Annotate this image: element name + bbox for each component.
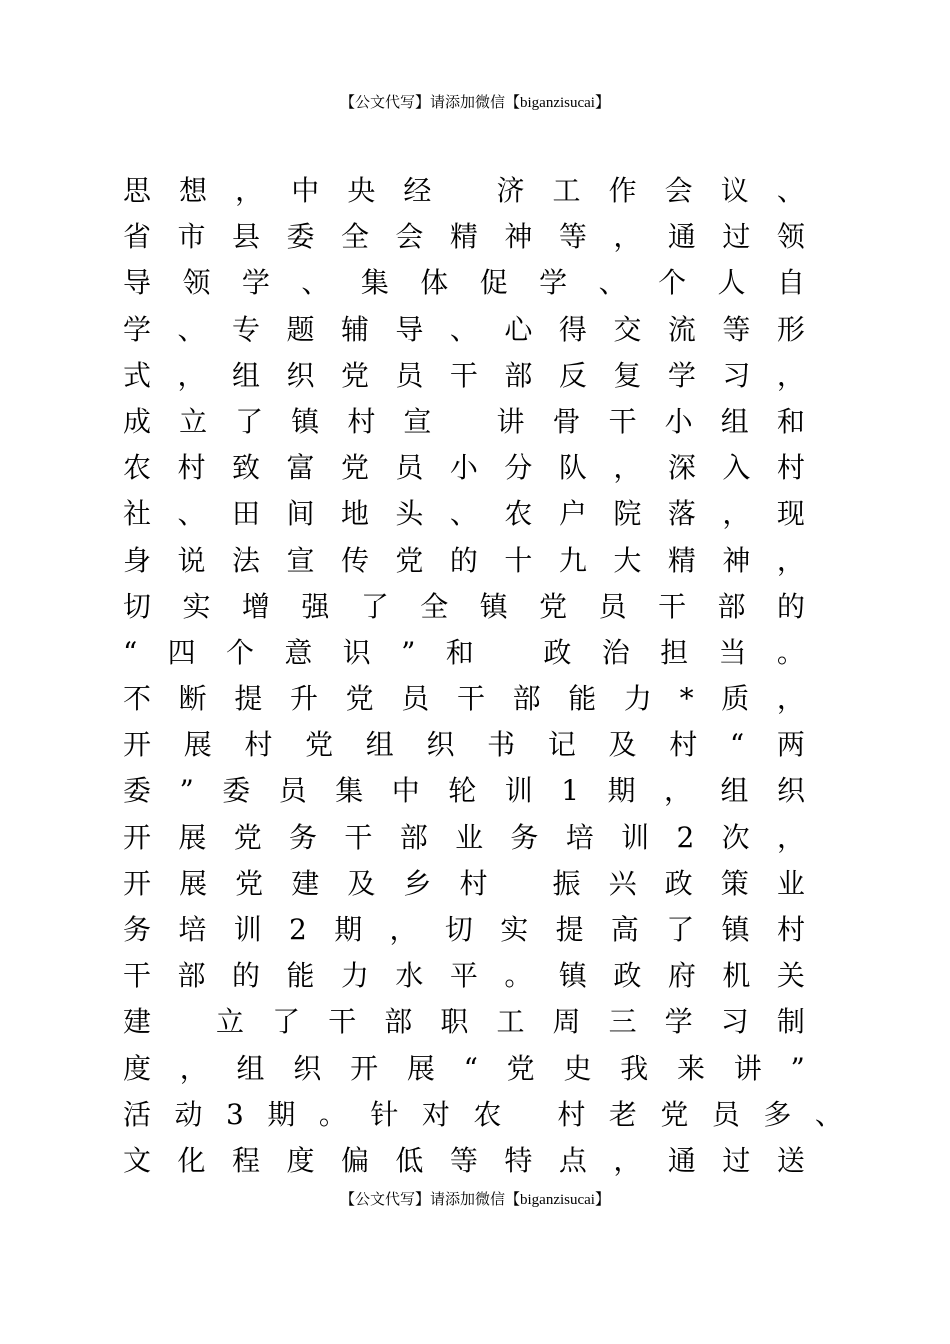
text-line: 委 ” 委 员 集 中 轮 训 1 期 ， 组 织 [123,774,805,808]
body-text [123,168,843,1184]
text-line: 切 实 增 强 了 全 镇 党 员 干 部 的 [123,589,805,623]
text-line: 身 说 法 宣 传 党 的 十 九 大 精 神 ， [123,543,805,577]
text-line: 省 市 县 委 全 会 精 神 等 ， 通 过 领 [123,220,805,254]
page-footer: 【公文代写】请添加微信【biganzisucai】 [340,1192,610,1208]
text-line: 务 培 训 2 期 ， 切 实 提 高 了 镇 村 [123,913,805,946]
text-line: 社 、 田 间 地 头 、 农 户 院 落 ， 现 [123,497,805,531]
text-line: 开 展 党 务 干 部 业 务 培 训 2 次 ， [123,820,805,854]
text-line: 成 立 了 镇 村 宣 讲 骨 干 小 组 和 [123,404,805,438]
text-line: 文 化 程 度 偏 低 等 特 点 ， 通 过 送 [123,1143,805,1177]
text-line: 度 ， 组 织 开 展 “ 党 史 我 来 讲 ” [123,1051,805,1085]
text-line: 建 立 了 干 部 职 工 周 三 学 习 制 [123,1005,805,1039]
text-line: 式 ， 组 织 党 员 干 部 反 复 学 习 ， [123,358,805,392]
text-line: 不 断 提 升 党 员 干 部 能 力 * 质 ， [123,682,805,716]
page-header: 【公文代写】请添加微信【biganzisucai】 [340,95,610,111]
text-line: 导 领 学 、 集 体 促 学 、 个 人 自 [123,266,805,300]
text-line: “ 四 个 意 识 ” 和 政 治 担 当 。 [123,635,805,669]
text-line: 开 展 村 党 组 织 书 记 及 村 “ 两 [123,728,805,762]
text-line: 农 村 致 富 党 员 小 分 队 ， 深 入 村 [123,451,805,485]
text-line: 干 部 的 能 力 水 平 。 镇 政 府 机 关 [123,959,805,993]
text-line: 活 动 3 期 。 针 对 农 村 老 党 员 多 、 [123,1097,843,1131]
text-line: 开 展 党 建 及 乡 村 振 兴 政 策 业 [123,866,805,900]
text-line: 思 想 ， 中 央 经 济 工 作 会 议 、 [123,174,805,207]
text-line: 学 、 专 题 辅 导 、 心 得 交 流 等 形 [123,312,805,346]
